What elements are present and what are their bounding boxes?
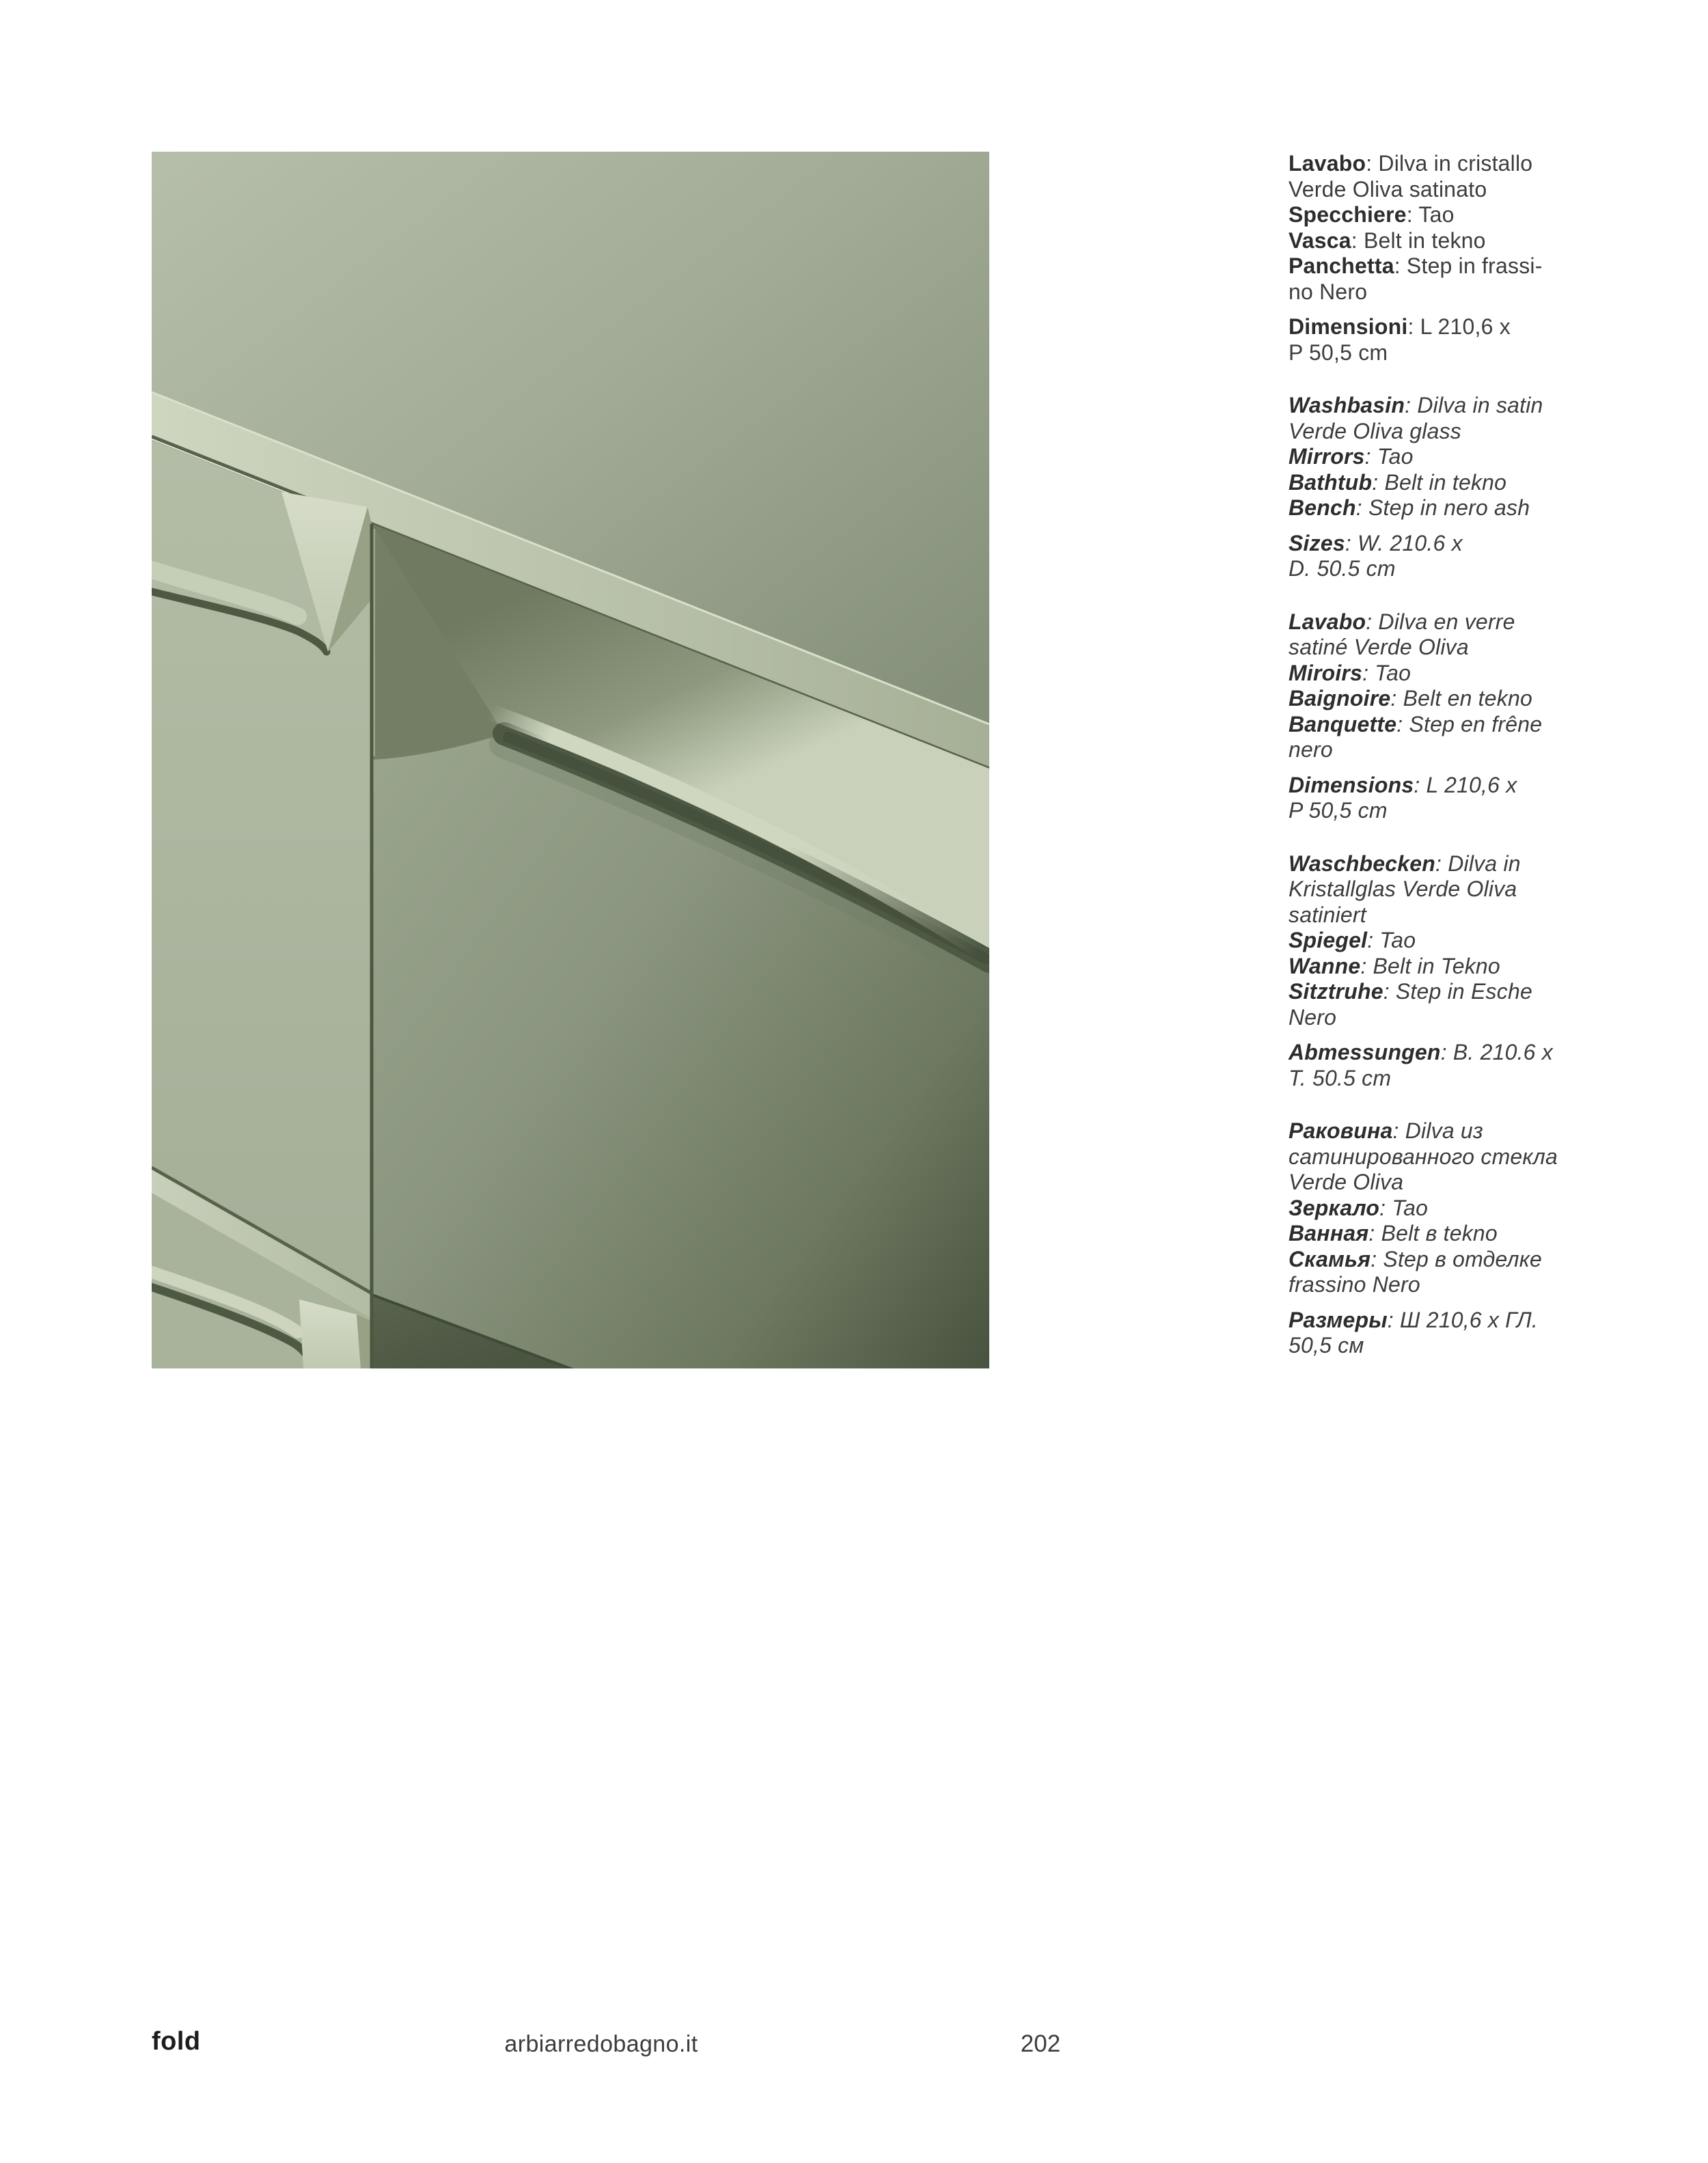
website-text: arbiarredobagno.it <box>504 2031 698 2057</box>
spec-value: Verde Oliva satinato <box>1289 176 1487 202</box>
spec-line <box>1289 556 1582 582</box>
spec-block-english <box>1289 393 1582 582</box>
spec-line <box>1289 1333 1582 1359</box>
spec-label: Spiegel <box>1289 928 1368 952</box>
spec-line <box>1289 661 1582 687</box>
spec-line <box>1289 877 1582 903</box>
spec-label: Banquette <box>1289 711 1397 736</box>
spec-label: Раковина <box>1289 1118 1393 1143</box>
spec-line <box>1289 712 1582 738</box>
spec-value: Verde Oliva <box>1289 1170 1404 1194</box>
spec-label: Washbasin <box>1289 393 1405 417</box>
spec-value: : Belt in Tekno <box>1360 953 1500 978</box>
spec-line <box>1289 686 1582 712</box>
spec-line <box>1289 1118 1582 1144</box>
spec-value: : W. 210.6 x <box>1345 530 1463 555</box>
page-number: 202 <box>1020 2030 1061 2057</box>
spec-value: : B. 210.6 x <box>1440 1040 1553 1064</box>
spec-paragraph <box>1289 393 1582 521</box>
spec-label: Скамья <box>1289 1246 1371 1271</box>
spec-line <box>1289 1221 1582 1247</box>
spec-line <box>1289 609 1582 635</box>
spec-label: Зеркало <box>1289 1195 1380 1220</box>
spec-line <box>1289 444 1582 470</box>
spec-value: : Belt en tekno <box>1390 686 1532 711</box>
spec-value: : Tao <box>1367 928 1416 952</box>
spec-label: Sitztruhe <box>1289 979 1383 1004</box>
spec-label: Specchiere <box>1289 202 1407 227</box>
spec-value: Kristallglas Verde Oliva <box>1289 877 1517 901</box>
furniture-detail-illustration <box>152 152 989 1368</box>
spec-value: no Nero <box>1289 279 1368 304</box>
spec-line <box>1289 340 1582 366</box>
spec-label: Lavabo <box>1289 609 1366 634</box>
spec-block-italian <box>1289 151 1582 366</box>
spec-value: : Step in frassi- <box>1394 253 1543 278</box>
spec-line <box>1289 903 1582 928</box>
spec-value: satiniert <box>1289 902 1366 927</box>
spec-line <box>1289 1066 1582 1092</box>
spec-label: Sizes <box>1289 530 1345 555</box>
spec-label: Miroirs <box>1289 660 1363 685</box>
spec-line <box>1289 495 1582 521</box>
spec-paragraph <box>1289 1118 1582 1298</box>
spec-value: : Tao <box>1379 1195 1429 1220</box>
collection-name: fold <box>152 2027 201 2056</box>
spec-value: T. 50.5 cm <box>1289 1065 1392 1090</box>
spec-label: Dimensions <box>1289 772 1414 797</box>
spec-value: : Tao <box>1362 660 1411 685</box>
spec-block-russian <box>1289 1118 1582 1359</box>
spec-value: D. 50.5 cm <box>1289 556 1396 581</box>
spec-value: Nero <box>1289 1004 1337 1030</box>
spec-value: : Dilva in cristallo <box>1366 151 1533 176</box>
spec-line <box>1289 151 1582 177</box>
spec-label: Abmessungen <box>1289 1040 1441 1064</box>
spec-line <box>1289 253 1582 279</box>
spec-paragraph <box>1289 1040 1582 1091</box>
spec-value: : Step в отделке <box>1370 1246 1542 1271</box>
spec-value: : Belt in tekno <box>1351 228 1486 253</box>
spec-line <box>1289 393 1582 419</box>
spec-line <box>1289 1247 1582 1273</box>
spec-line <box>1289 851 1582 877</box>
spec-block-french <box>1289 609 1582 824</box>
spec-label: Dimensioni <box>1289 314 1408 339</box>
spec-value: : Step in Esche <box>1383 979 1532 1004</box>
spec-line <box>1289 470 1582 496</box>
spec-value: сатинированного стекла <box>1289 1144 1558 1169</box>
spec-line <box>1289 1170 1582 1196</box>
spec-line <box>1289 202 1582 228</box>
spec-value: : Ш 210,6 х ГЛ. <box>1387 1307 1538 1332</box>
spec-paragraph <box>1289 1308 1582 1359</box>
spec-line <box>1289 773 1582 799</box>
spec-line <box>1289 1005 1582 1031</box>
spec-paragraph <box>1289 851 1582 1031</box>
spec-value: : Dilva in <box>1435 851 1521 876</box>
spec-line <box>1289 1040 1582 1066</box>
spec-line <box>1289 928 1582 954</box>
spec-line <box>1289 635 1582 661</box>
spec-line <box>1289 1308 1582 1334</box>
spec-value: : Dilva in satin <box>1405 393 1543 417</box>
spec-label: Baignoire <box>1289 686 1391 711</box>
spec-value: P 50,5 cm <box>1289 340 1388 365</box>
spec-line <box>1289 279 1582 305</box>
spec-value: : Tao <box>1406 202 1455 227</box>
spec-line <box>1289 1272 1582 1298</box>
spec-line <box>1289 979 1582 1005</box>
spec-value: : L 210,6 x <box>1414 772 1517 797</box>
spec-paragraph <box>1289 314 1582 366</box>
spec-label: Bench <box>1289 495 1356 520</box>
spec-value: : Tao <box>1364 444 1414 469</box>
spec-paragraph <box>1289 773 1582 824</box>
spec-label: Bathtub <box>1289 469 1373 495</box>
spec-paragraph <box>1289 609 1582 763</box>
spec-line <box>1289 1144 1582 1170</box>
spec-value: frassino Nero <box>1289 1272 1420 1297</box>
spec-value: : Belt in tekno <box>1372 469 1507 495</box>
spec-value: Verde Oliva glass <box>1289 418 1461 443</box>
spec-label: Ванная <box>1289 1221 1369 1245</box>
spec-value: nero <box>1289 737 1333 762</box>
spec-value: satiné Verde Oliva <box>1289 635 1469 659</box>
spec-paragraph <box>1289 151 1582 305</box>
spec-line <box>1289 228 1582 254</box>
spec-column <box>1289 151 1582 1386</box>
spec-label: Mirrors <box>1289 444 1365 469</box>
spec-line <box>1289 419 1582 445</box>
spec-line <box>1289 1196 1582 1222</box>
spec-value: : Dilva en verre <box>1366 609 1515 634</box>
product-photo <box>152 152 989 1368</box>
spec-value: : Belt в tekno <box>1368 1221 1498 1245</box>
spec-label: Размеры <box>1289 1307 1388 1332</box>
spec-label: Lavabo <box>1289 151 1366 176</box>
spec-line <box>1289 954 1582 980</box>
spec-label: Panchetta <box>1289 253 1394 278</box>
spec-line <box>1289 531 1582 557</box>
spec-label: Waschbecken <box>1289 851 1436 876</box>
spec-value: 50,5 см <box>1289 1333 1364 1358</box>
spec-line <box>1289 314 1582 340</box>
spec-line <box>1289 737 1582 763</box>
spec-value: : Step in nero ash <box>1355 495 1530 520</box>
spec-label: Vasca <box>1289 228 1351 253</box>
spec-value: : Step en frêne <box>1396 711 1543 736</box>
spec-line <box>1289 798 1582 824</box>
spec-block-german <box>1289 851 1582 1092</box>
spec-value: P 50,5 cm <box>1289 798 1388 823</box>
spec-line <box>1289 177 1582 203</box>
spec-label: Wanne <box>1289 953 1361 978</box>
spec-value: : Dilva из <box>1392 1118 1483 1143</box>
spec-value: : L 210,6 x <box>1407 314 1511 339</box>
spec-paragraph <box>1289 531 1582 582</box>
